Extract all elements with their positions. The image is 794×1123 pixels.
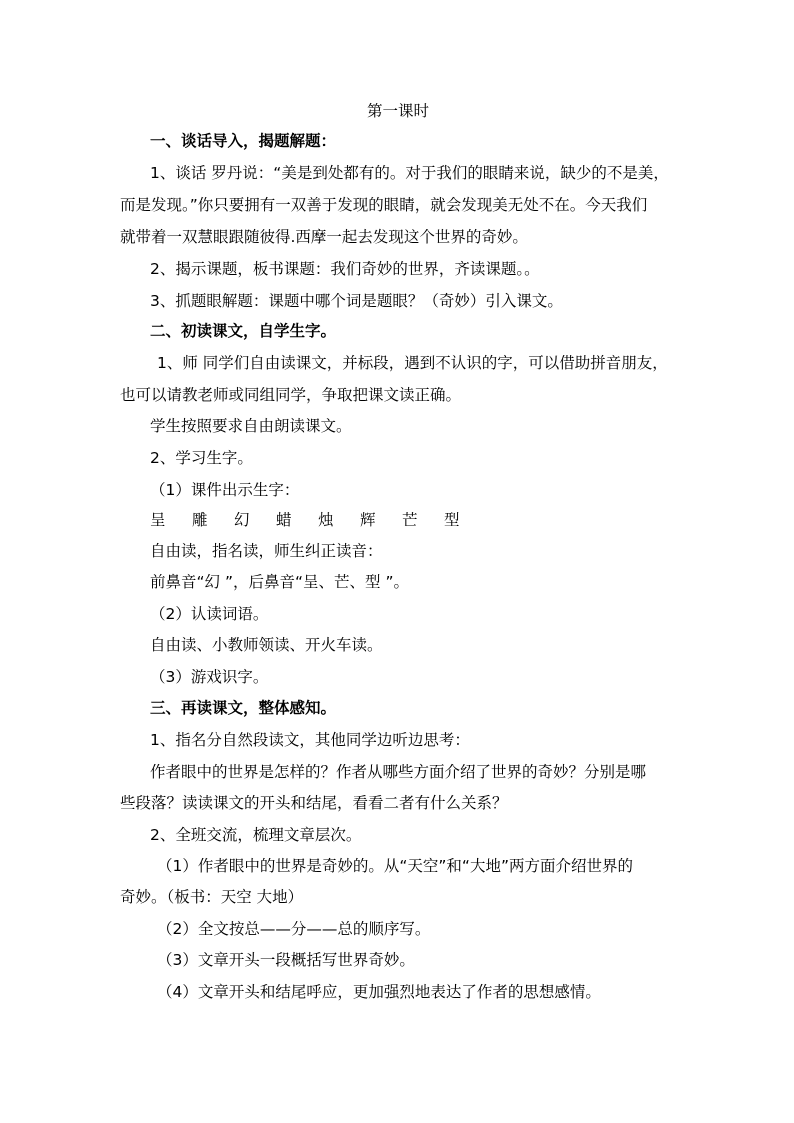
paragraph-line: （1）课件出示生字： bbox=[150, 481, 300, 499]
paragraph-line: 作者眼中的世界是怎样的？作者从哪些方面介绍了世界的奇妙？分别是哪 bbox=[150, 763, 647, 781]
paragraph-line: （2）认读词语。 bbox=[150, 605, 269, 623]
paragraph-line: 奇妙。（板书：天空 大地） bbox=[120, 888, 304, 906]
paragraph-line: 也可以请教老师或同组同学，争取把课文读正确。 bbox=[120, 386, 462, 404]
new-characters-row bbox=[150, 510, 486, 530]
paragraph-line: 些段落？读读课文的开头和结尾，看看二者有什么关系？ bbox=[120, 794, 508, 812]
character: 幻 bbox=[234, 511, 250, 529]
character: 蜡 bbox=[276, 511, 292, 529]
paragraph-line: （3）游戏识字。 bbox=[150, 668, 269, 686]
character: 呈 bbox=[150, 511, 166, 529]
paragraph-line: 1、师 同学们自由读课文，并标段，遇到不认识的字，可以借助拼音朋友， bbox=[157, 354, 668, 372]
paragraph-line: 1、谈话 罗丹说：“美是到处都有的。对于我们的眼睛来说，缺少的不是美， bbox=[150, 164, 669, 182]
paragraph-line: （2）全文按总——分——总的顺序写。 bbox=[157, 920, 431, 938]
document-page bbox=[120, 0, 680, 1123]
paragraph-line: 2、学习生字。 bbox=[150, 449, 253, 467]
section-heading-3: 三、再读课文，整体感知。 bbox=[150, 699, 337, 717]
character: 型 bbox=[444, 511, 460, 529]
paragraph-line: （4）文章开头和结尾呼应，更加强烈地表达了作者的思想感情。 bbox=[157, 983, 601, 1001]
paragraph-line: 1、指名分自然段读文，其他同学边听边思考： bbox=[150, 731, 470, 749]
paragraph-line: 3、抓题眼解题：课题中哪个词是题眼？（奇妙）引入课文。 bbox=[150, 292, 563, 310]
paragraph-line: 自由读，指名读，师生纠正读音： bbox=[150, 542, 383, 560]
paragraph-line: （1）作者眼中的世界是奇妙的。从“天空”和“大地”两方面介绍世界的 bbox=[157, 857, 633, 875]
paragraph-line: 而是发现。”你只要拥有一双善于发现的眼睛，就会发现美无处不在。今天我们 bbox=[120, 196, 648, 214]
character: 烛 bbox=[318, 511, 334, 529]
paragraph-line: （3）文章开头一段概括写世界奇妙。 bbox=[157, 951, 415, 969]
paragraph-line: 2、揭示课题，板书课题：我们奇妙的世界，齐读课题。。 bbox=[150, 260, 540, 278]
section-heading-1: 一、谈话导入，揭题解题： bbox=[150, 132, 337, 150]
paragraph-line: 学生按照要求自由朗读课文。 bbox=[150, 417, 352, 435]
character: 辉 bbox=[360, 511, 376, 529]
section-heading-2: 二、初读课文，自学生字。 bbox=[150, 322, 337, 340]
character: 雕 bbox=[192, 511, 208, 529]
paragraph-line: 就带着一双慧眼跟随彼得.西摩一起去发现这个世界的奇妙。 bbox=[120, 228, 528, 246]
page-title: 第一课时 bbox=[366, 102, 429, 120]
character: 芒 bbox=[402, 511, 418, 529]
paragraph-line: 自由读、小教师领读、开火车读。 bbox=[150, 636, 383, 654]
paragraph-line: 前鼻音“幻 ”，后鼻音“呈、芒、型 ”。 bbox=[150, 573, 409, 591]
paragraph-line: 2、全班交流，梳理文章层次。 bbox=[150, 826, 362, 844]
